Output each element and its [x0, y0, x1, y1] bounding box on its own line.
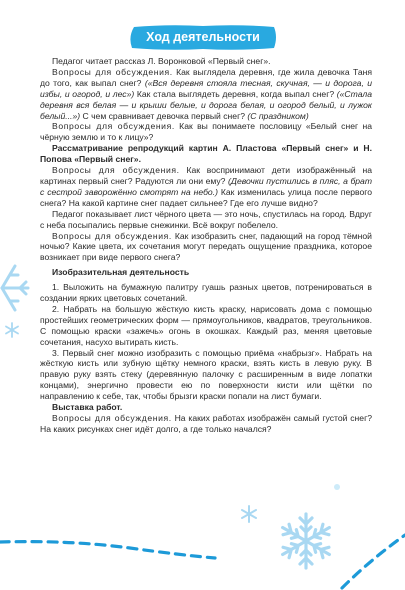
section-heading: Рассматривание репродукций картин А. Пластова «Первый снег» и Н. Попова «Первый снег». — [40, 143, 372, 165]
italic-text: (Девочки пустились в пляс, а брат с сестрой заворожённо смотрят на небо.) — [40, 175, 372, 197]
discussion-label: Вопросы для обсуждения. — [52, 413, 172, 423]
text: С чем сравнивает девочка первый снег? — [80, 110, 248, 121]
text: Как вы понимаете пословицу «Белый снег на чёрную землю и то к лицу»? — [40, 121, 372, 143]
page-title: Ход деятельности — [146, 30, 260, 44]
snowflake-icon — [4, 322, 20, 338]
paragraph: 2. Набрать на большую жёсткую кисть краску, нарисовать дома с помощью простейших геометрических форм — прямоугольников, квадратов, треугольников. С помощью краски «зажечь» огонь в окошках. Каждый раз, меняя цветовые сочетания, насухо вытирать кисть. — [40, 303, 372, 347]
text: Как изменилась улица после первого снега? На какой картине снег падает сильнее? Где его лучше видно? — [40, 186, 372, 208]
paragraph — [40, 67, 372, 122]
dashed-curve — [0, 500, 405, 590]
discussion-label: Вопросы для обсуждения. — [52, 230, 172, 241]
snowflake-icon — [0, 258, 34, 318]
text: Как воспринимают дети изображённый на картинах первый снег? Радуются ли они ему? — [40, 165, 372, 186]
italic-text: («Вся деревня стояла тесная, скучная, — и дорога, и избы, и огород, и лес») — [40, 77, 372, 99]
paragraph — [40, 413, 372, 435]
italic-text: (С праздником) — [247, 110, 309, 121]
paragraph — [40, 121, 372, 143]
discussion-label: Вопросы для обсуждения. — [52, 121, 175, 132]
section-heading: Изобразительная деятельность — [52, 267, 190, 278]
italic-text: («Стала деревня вся белая — и крыши белые, и дорога белая, и огород белый, и лужок белый...») — [40, 88, 372, 121]
paragraph — [40, 165, 372, 209]
paragraph: Педагог показывает лист чёрного цвета — это ночь, спустилась на город. Вдруг с неба посыпались первые снежинки. Всё вокруг побелело. — [40, 208, 372, 230]
paragraph: 3. Первый снег можно изобразить с помощью приёма «набрызг». Набрать на жёсткую кисть или зубную щётку немного краски, взять кисть в левую руку. В правую руку взять стеку (деревянную палочку с расширенным в виде лопатки концами), энергично провести ею по поверхности кисти или щётки по направлению к себе, так, чтобы брызги краски попали на лист бумаги. — [40, 347, 372, 402]
paragraph — [40, 231, 372, 264]
text: Как изобразить снег, падающий на город тёмной ночью? Какие цвета, их сочетания могут передать ощущение праздника, которое возникает при виде первого снега? — [40, 230, 372, 263]
lesson-text — [40, 56, 372, 435]
paragraph: Педагог читает рассказ Л. Воронковой «Первый снег». — [52, 56, 271, 66]
section-banner — [128, 24, 278, 51]
section-heading: Выставка работ. — [52, 402, 123, 413]
text: На каких работах изображён самый густой снег? На каких рисунках снег идёт долго, а где только начался? — [40, 413, 372, 434]
text: Как стала выглядеть деревня, когда выпал снег? — [134, 88, 337, 99]
discussion-label: Вопросы для обсуждения. — [52, 165, 180, 176]
snowflake-dot — [332, 482, 342, 492]
paragraph: 1. Выложить на бумажную палитру гуашь разных цветов, потренироваться в создании ярких цветовых сочетаний. — [40, 282, 372, 304]
text: Как выглядела деревня, где жила девочка Таня до того, как выпал снег? — [40, 66, 372, 88]
discussion-label: Вопросы для обсуждения. — [52, 66, 173, 77]
